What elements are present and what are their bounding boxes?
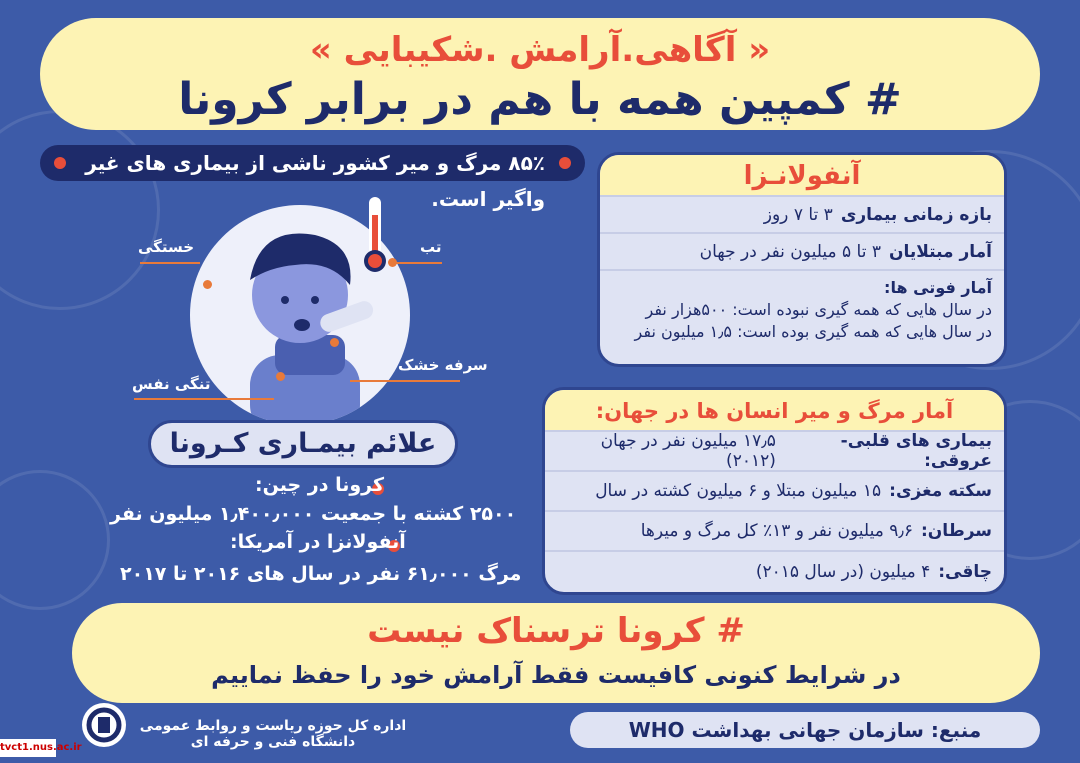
mortality-row — [545, 432, 1004, 472]
flu-patients-value: ۳ تا ۵ میلیون نفر در جهان — [699, 241, 881, 262]
symptom-shortness-of-breath-label: تنگی نفس — [132, 375, 211, 393]
mortality-row — [545, 552, 1004, 592]
symptom-connector — [350, 380, 460, 382]
symptom-dot — [388, 258, 397, 267]
source-pill: منبع: سازمان جهانی بهداشت WHO — [570, 712, 1040, 748]
mortality-card-title: آمار مرگ و میر انسان ها در جهان: — [545, 390, 1004, 432]
symptom-dot — [330, 338, 339, 347]
flu-patients-row — [600, 234, 1004, 271]
thermometer-icon — [360, 195, 390, 275]
symptom-dot — [276, 372, 285, 381]
mortality-row-value: ۱۵ میلیون مبتلا و ۶ میلیون کشته در سال — [595, 481, 882, 501]
header-banner — [40, 18, 1040, 130]
mortality-row-value: ۹٫۶ میلیون نفر و ۱۳٪ کل مرگ و میرها — [640, 521, 913, 541]
flu-card — [597, 152, 1007, 367]
mortality-card — [542, 387, 1007, 595]
flu-patients-label: آمار مبتلایان — [888, 241, 992, 262]
symptom-fever-label: تب — [420, 238, 442, 256]
virus-decoration-icon — [0, 110, 160, 310]
china-value: ۲۵۰۰ کشته با جمعیت ۱٫۴۰۰٫۰۰۰ میلیون نفر — [110, 503, 517, 525]
bullet-icon — [559, 157, 571, 169]
flu-deaths-line1: در سال هایی که همه گیری نبوده است: ۵۰۰هزار نفر — [645, 300, 992, 319]
mortality-row-label: چاقی: — [938, 562, 992, 582]
flu-deaths-label: آمار فوتی ها: — [884, 278, 992, 297]
flu-card-title: آنفولانـزا — [600, 155, 1004, 197]
footer-title: # کرونا ترسناک نیست — [367, 611, 745, 651]
university-logo-icon — [82, 703, 126, 747]
china-title: کرونا در چین: — [255, 474, 385, 496]
footer-banner — [72, 603, 1040, 703]
mortality-row-label: سکته مغزی: — [889, 481, 992, 501]
symptom-dot — [203, 280, 212, 289]
flu-duration-value: ۳ تا ۷ روز — [763, 204, 833, 225]
symptom-connector — [392, 262, 442, 264]
header-subtitle: « آگاهی.آرامش .شکیبایی » — [309, 30, 771, 70]
mortality-row — [545, 512, 1004, 552]
flu-deaths-block — [600, 271, 1004, 349]
mortality-row-value: ۴ میلیون (در سال ۲۰۱۵) — [755, 562, 931, 582]
usa-value: مرگ ۶۱٫۰۰۰ نفر در سال های ۲۰۱۶ تا ۲۰۱۷ — [120, 563, 522, 585]
mortality-row-label: بیماری های قلبی-عروقی: — [840, 431, 992, 471]
symptom-connector — [140, 262, 200, 264]
symptom-fatigue-label: خستگی — [138, 238, 195, 256]
mortality-row-value: ۱۷٫۵ میلیون نفر در جهان (۲۰۱۲) — [600, 431, 776, 471]
virus-decoration-icon — [0, 470, 110, 610]
header-title: # کمپین همه با هم در برابر کرونا — [178, 74, 902, 125]
flu-deaths-line2: در سال هایی که همه گیری بوده است: ۱٫۵ میلیون نفر — [634, 322, 992, 341]
organization-name: اداره کل حوزه ریاست و روابط عمومی دانشگاه فنی و حرفه ای — [139, 718, 407, 750]
website-url[interactable]: tvct1.nus.ac.ir — [0, 739, 56, 757]
symptom-connector — [134, 398, 274, 400]
flu-duration-row — [600, 197, 1004, 234]
footer-subtitle: در شرایط کنونی کافیست فقط آرامش خود را حفظ نماییم — [211, 661, 901, 689]
usa-title: آنفولانزا در آمریکا: — [230, 531, 406, 553]
bullet-icon — [54, 157, 66, 169]
mortality-row-label: سرطان: — [921, 521, 992, 541]
flu-duration-label: بازه زمانی بیماری — [840, 204, 992, 225]
symptoms-title: علائم بیمـاری کـرونا — [148, 420, 458, 468]
mortality-stat-pill — [40, 145, 585, 211]
mortality-row — [545, 472, 1004, 512]
mortality-stat-text: ۸۵٪ مرگ و میر کشور ناشی از بیماری های غیر واگیر است. — [85, 151, 545, 211]
symptom-dry-cough-label: سرفه خشک — [398, 356, 488, 374]
